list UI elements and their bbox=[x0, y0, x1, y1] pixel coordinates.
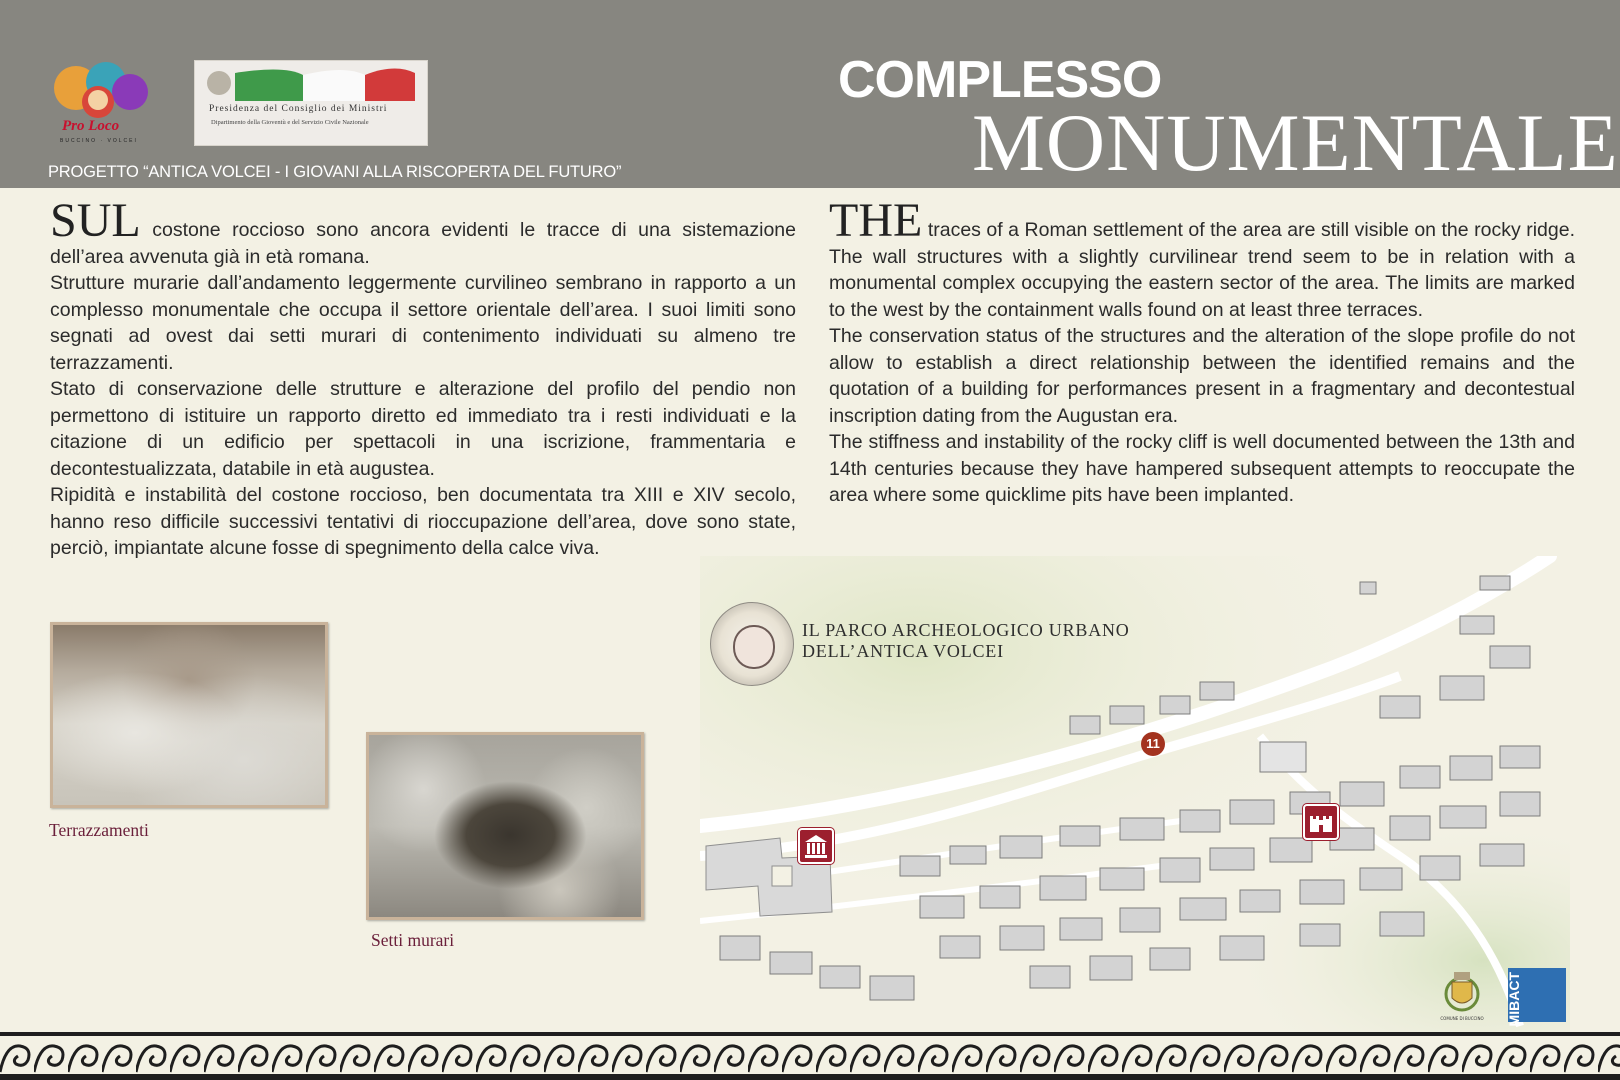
english-text bbox=[829, 194, 1575, 509]
poi-number-marker: 11 bbox=[1141, 732, 1165, 756]
english-paragraph-1 bbox=[829, 194, 1575, 323]
wave-pattern-icon bbox=[0, 1036, 1620, 1080]
title-line1: COMPLESSO bbox=[838, 51, 1162, 109]
english-paragraph-3: The stiffness and instability of the rocky cliff is well documented between the 13th and 14th centuries because they have hampered subsequent attempts to reoccupate the area where some quicklime pits have been implanted. bbox=[829, 431, 1575, 506]
english-dropcap: THE bbox=[829, 194, 923, 247]
park-title-line2: DELL’ANTICA VOLCEI bbox=[802, 641, 1004, 661]
title-line2: MONUMENTALE bbox=[972, 97, 1619, 188]
proloco-logo bbox=[46, 58, 158, 144]
walls-caption: Setti murari bbox=[371, 930, 455, 950]
comune-logo bbox=[1442, 968, 1482, 1024]
italian-paragraph-2: Strutture murarie dall’andamento leggermente curvilineo sembrano in rapporto a un complesso monumentale che occupa il settore orientale dell’area. I suoi limiti sono segnati ad ovest dai setti murari di contenimento individuati su almeno tre terrazzamenti. bbox=[50, 272, 796, 374]
italian-flag-icon bbox=[195, 61, 427, 101]
english-p1-text: traces of a Roman settlement of the area are still visible on the rocky ridge. The wall structures with a slightly curvilinear trend seem to be in relation with a monumental complex occupying the eastern sector of the area. The limits are marked to the west by the containment walls found on at least three terraces. bbox=[829, 219, 1575, 321]
mibact-logo bbox=[1506, 968, 1566, 1027]
header-band bbox=[0, 0, 1620, 188]
castle-icon bbox=[1303, 804, 1339, 840]
walls-photo bbox=[366, 732, 644, 920]
italian-paragraph-4: Ripidità e instabilità del costone roccioso, ben documentata tra XIII e XIV secolo, hanno reso difficile successivi tentativi di rioccupazione dell’area, dove sono state, perciò, impiantate alcune fosse di spegnimento della calce viva. bbox=[50, 484, 796, 559]
castle-glyph-icon bbox=[1305, 806, 1337, 838]
project-title: PROGETTO “ANTICA VOLCEI - I GIOVANI ALLA RISCOPERTA DEL FUTURO” bbox=[48, 163, 622, 181]
gov-line1: Presidenza del Consiglio dei Ministri bbox=[209, 104, 388, 114]
terraces-photo bbox=[50, 622, 328, 808]
comune-label: COMUNE DI BUCCINO bbox=[1440, 1016, 1484, 1021]
proloco-subtitle: BUCCINO · VOLCEI bbox=[60, 138, 138, 144]
terraces-caption: Terrazzamenti bbox=[49, 820, 149, 840]
italian-paragraph-1 bbox=[50, 194, 796, 270]
medusa-face bbox=[733, 625, 775, 669]
coat-of-arms-icon bbox=[1442, 968, 1482, 1016]
government-logo bbox=[194, 60, 428, 146]
gov-line2: Dipartimento della Gioventù e del Servizio Civile Nazionale bbox=[211, 119, 369, 126]
museum-icon bbox=[798, 828, 834, 864]
english-paragraph-2: The conservation status of the structures and the alteration of the slope profile do not allow to establish a direct relationship between the identified remains and the quotation of a building for performances present in a fragmentary and decontestual inscription dating from the Augustan era. bbox=[829, 325, 1575, 427]
proloco-wordmark: Pro Loco bbox=[62, 118, 120, 134]
park-title-line1: IL PARCO ARCHEOLOGICO URBANO bbox=[802, 620, 1130, 640]
medusa-medallion-icon bbox=[710, 602, 794, 686]
italian-paragraph-3: Stato di conservazione delle strutture e alterazione del profilo del pendio non permettono di istituire un rapporto diretto ed immediato tra i resti individuati e la citazione di un edificio per spettacoli in una iscrizione, frammentaria e decontestualizzata, databile in età augustea. bbox=[50, 378, 796, 480]
park-title bbox=[802, 620, 1130, 662]
museum-glyph-icon bbox=[800, 830, 832, 862]
mibact-label: MIBACT bbox=[1506, 972, 1522, 1027]
italian-p1-text: costone roccioso sono ancora evidenti le tracce di una sistemazione dell’area avvenuta già in età romana. bbox=[50, 219, 796, 268]
greek-wave-border bbox=[0, 1032, 1620, 1080]
italian-text bbox=[50, 194, 796, 562]
italian-dropcap: SUL bbox=[50, 194, 141, 247]
